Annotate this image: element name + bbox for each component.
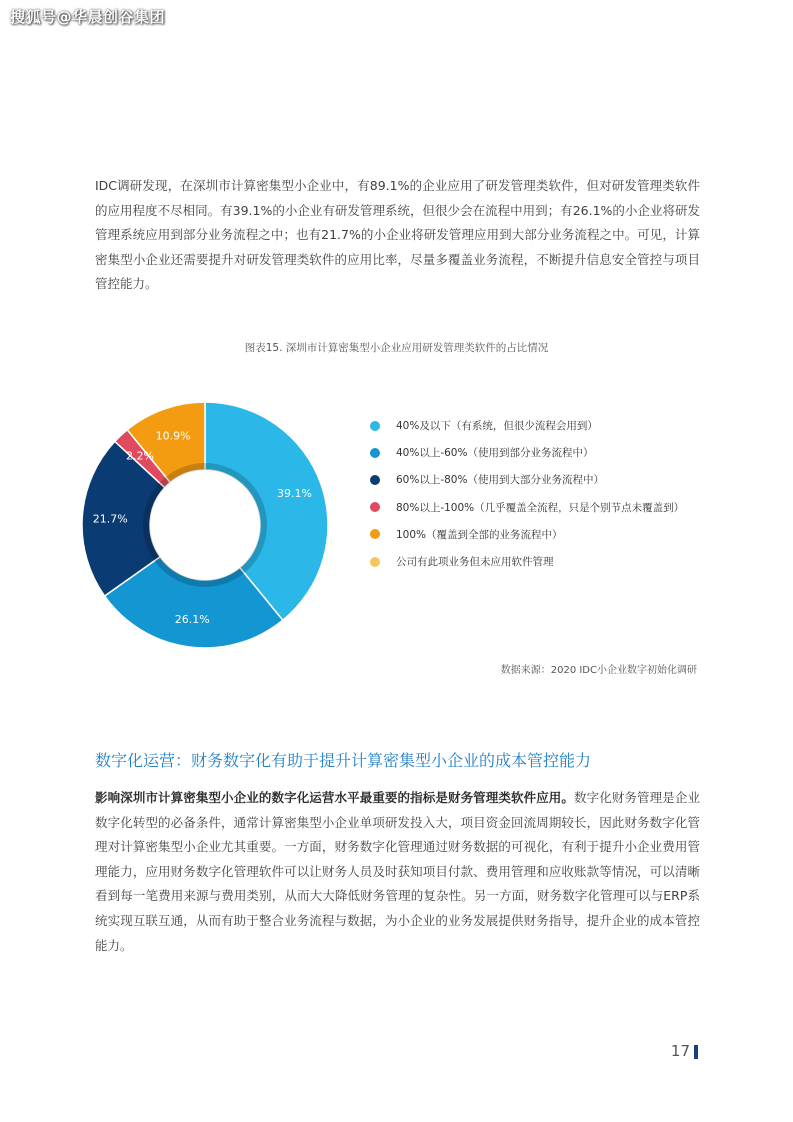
body-paragraph bbox=[95, 786, 700, 958]
legend-item-4 bbox=[370, 521, 684, 548]
legend-item-0 bbox=[370, 412, 684, 439]
legend-label-1: 40%以上-60%（使用到部分业务流程中） bbox=[396, 447, 594, 460]
chart-legend bbox=[370, 412, 684, 575]
slice-label-3: 2.2% bbox=[125, 449, 154, 463]
slice-label-4: 10.9% bbox=[155, 429, 191, 443]
page-number: 17 bbox=[670, 1042, 690, 1060]
body-bold-lead: 影响深圳市计算密集型小企业的数字化运营水平最重要的指标是财务管理类软件应用。 bbox=[95, 790, 575, 805]
body-text: 数字化财务管理是企业数字化转型的必备条件，通常计算密集型小企业单项研发投入大，项目资金回流周期较长，因此财务数字化管理对计算密集型小企业尤其重要。一方面，财务数字化管理通过财务数据的可视化，有利于提升小企业费用管理能力，应用财务数字化管理软件可以让财务人员及时获知项目付款、费用管理和应收账款等情况，可以清晰看到每一笔费用来源与费用类别，从而大大降低财务管理的复杂性。另一方面，财务数字化管理可以与ERP系统实现互联互通，从而有助于整合业务流程与数据，为小企业的业务发展提供财务指导，提升企业的成本管控能力。 bbox=[95, 790, 700, 953]
donut-hole bbox=[150, 470, 260, 580]
chart-source: 数据来源：2020 IDC小企业数字初始化调研 bbox=[500, 665, 697, 676]
intro-paragraph: IDC调研发现，在深圳市计算密集型小企业中，有89.1%的企业应用了研发管理类软件，但对研发管理类软件的应用程度不尽相同。有39.1%的小企业有研发管理系统，但很少会在流程中用到；有26.1%的小企业将研发管理系统应用到部分业务流程之中；也有21.7%的小企业将研发管理应用到大部分业务流程之中。可见，计算密集型小企业还需要提升对研发管理类软件的应用比率，尽量多覆盖业务流程，不断提升信息安全管控与项目管控能力。 bbox=[95, 178, 700, 292]
legend-label-3: 80%以上-100%（几乎覆盖全流程，只是个别节点未覆盖到） bbox=[396, 501, 685, 514]
slice-label-1: 26.1% bbox=[174, 613, 210, 627]
legend-item-2 bbox=[370, 466, 684, 493]
legend-item-1 bbox=[370, 439, 684, 466]
legend-label-5: 公司有此项业务但未应用软件管理 bbox=[396, 556, 554, 569]
page-number-bar bbox=[694, 1045, 698, 1059]
legend-label-0: 40%及以下（有系统，但很少流程会用到） bbox=[396, 420, 598, 433]
donut-chart bbox=[60, 385, 350, 675]
watermark: 搜狐号@华晨创谷集团 bbox=[10, 8, 166, 26]
slice-label-0: 39.1% bbox=[277, 487, 312, 501]
legend-swatch-1 bbox=[370, 448, 380, 458]
legend-swatch-2 bbox=[370, 475, 380, 485]
legend-label-4: 100%（覆盖到全部的业务流程中） bbox=[396, 528, 563, 541]
section-title: 数字化运营：财务数字化有助于提升计算密集型小企业的成本管控能力 bbox=[95, 751, 592, 770]
legend-swatch-3 bbox=[370, 502, 380, 512]
chart-title: 图表15. 深圳市计算密集型小企业应用研发管理类软件的占比情况 bbox=[244, 342, 549, 354]
legend-swatch-4 bbox=[370, 529, 380, 539]
legend-item-5 bbox=[370, 548, 684, 575]
legend-swatch-0 bbox=[370, 421, 380, 431]
slice-label-2: 21.7% bbox=[92, 512, 128, 526]
legend-item-3 bbox=[370, 494, 684, 521]
legend-swatch-5 bbox=[370, 557, 380, 567]
legend-label-2: 60%以上-80%（使用到大部分业务流程中） bbox=[396, 474, 604, 487]
